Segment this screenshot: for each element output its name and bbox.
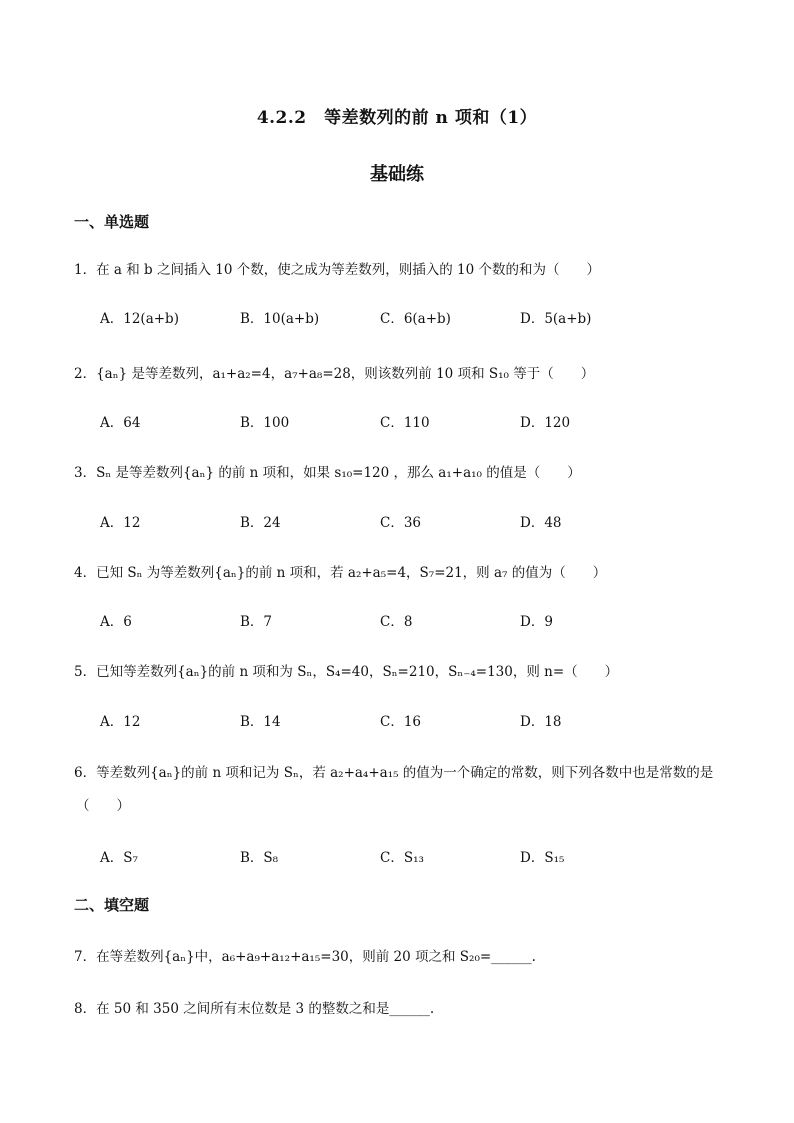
question-6-option-d: D．S₁₅ <box>520 850 565 866</box>
question-5-option-c: C．16 <box>380 714 422 730</box>
question-2-option-a: A．64 <box>100 415 141 431</box>
question-5-options <box>100 710 720 732</box>
question-3-options <box>100 511 720 533</box>
page-subtitle: 基础练 <box>370 164 424 185</box>
question-6-text-continued: （ ） <box>76 798 130 814</box>
question-2-option-b: B．100 <box>240 415 290 431</box>
question-2-options <box>100 411 720 433</box>
question-3-option-a: A．12 <box>100 515 141 531</box>
question-6-option-b: B．S₈ <box>240 850 279 866</box>
question-2-option-c: C．110 <box>380 415 430 431</box>
section-heading-single-choice: 一、单选题 <box>74 213 150 231</box>
question-5-option-a: A．12 <box>100 714 141 730</box>
question-4-option-b: B．7 <box>240 614 273 630</box>
question-3-option-b: B．24 <box>240 515 281 531</box>
question-4-text: 4．已知 Sₙ 为等差数列{aₙ}的前 n 项和，若 a₂+a₅=4，S₇=21，则 a₇ 的值为（ ） <box>74 565 607 581</box>
question-8-text: 8．在 50 和 350 之间所有末位数是 3 的整数之和是______. <box>74 1001 435 1017</box>
question-4-option-a: A．6 <box>100 614 132 630</box>
question-2-text: 2．{aₙ} 是等差数列，a₁+a₂=4，a₇+a₈=28，则该数列前 10 项和 S₁₀ 等于（ ） <box>74 366 595 382</box>
question-1-options <box>100 307 720 329</box>
question-3-text: 3．Sₙ 是等差数列{aₙ} 的前 n 项和，如果 s₁₀=120 ，那么 a₁+a₁₀ 的值是（ ） <box>74 465 581 481</box>
question-1-option-b: B．10(a+b) <box>240 311 320 327</box>
question-6-option-a: A．S₇ <box>100 850 138 866</box>
question-4-options <box>100 610 720 632</box>
question-3-option-d: D．48 <box>520 515 562 531</box>
question-4-option-c: C．8 <box>380 614 413 630</box>
question-5-option-b: B．14 <box>240 714 281 730</box>
question-3-option-c: C．36 <box>380 515 422 531</box>
question-6-options <box>100 846 720 868</box>
question-6-option-c: C．S₁₃ <box>380 850 424 866</box>
question-5-text: 5．已知等差数列{aₙ}的前 n 项和为 Sₙ，S₄=40，Sₙ=210，Sₙ₋₄=130，则 n=（ ） <box>74 664 619 680</box>
question-1-option-c: C．6(a+b) <box>380 311 451 327</box>
question-1-text: 1．在 a 和 b 之间插入 10 个数，使之成为等差数列，则插入的 10 个数的和为（ ） <box>74 262 600 278</box>
page-title: 4.2.2 等差数列的前 n 项和（1） <box>256 108 538 128</box>
question-5-option-d: D．18 <box>520 714 562 730</box>
section-heading-fill-blank: 二、填空题 <box>74 896 150 914</box>
question-6-text: 6．等差数列{aₙ}的前 n 项和记为 Sₙ，若 a₂+a₄+a₁₅ 的值为一个确定的常数，则下列各数中也是常数的是 <box>74 765 714 781</box>
question-2-option-d: D．120 <box>520 415 571 431</box>
question-4-option-d: D．9 <box>520 614 553 630</box>
question-7-text: 7．在等差数列{aₙ}中，a₆+a₉+a₁₂+a₁₅=30，则前 20 项之和 S₂₀=______. <box>74 949 536 965</box>
question-1-option-a: A．12(a+b) <box>100 311 179 327</box>
question-1-option-d: D．5(a+b) <box>520 311 592 327</box>
